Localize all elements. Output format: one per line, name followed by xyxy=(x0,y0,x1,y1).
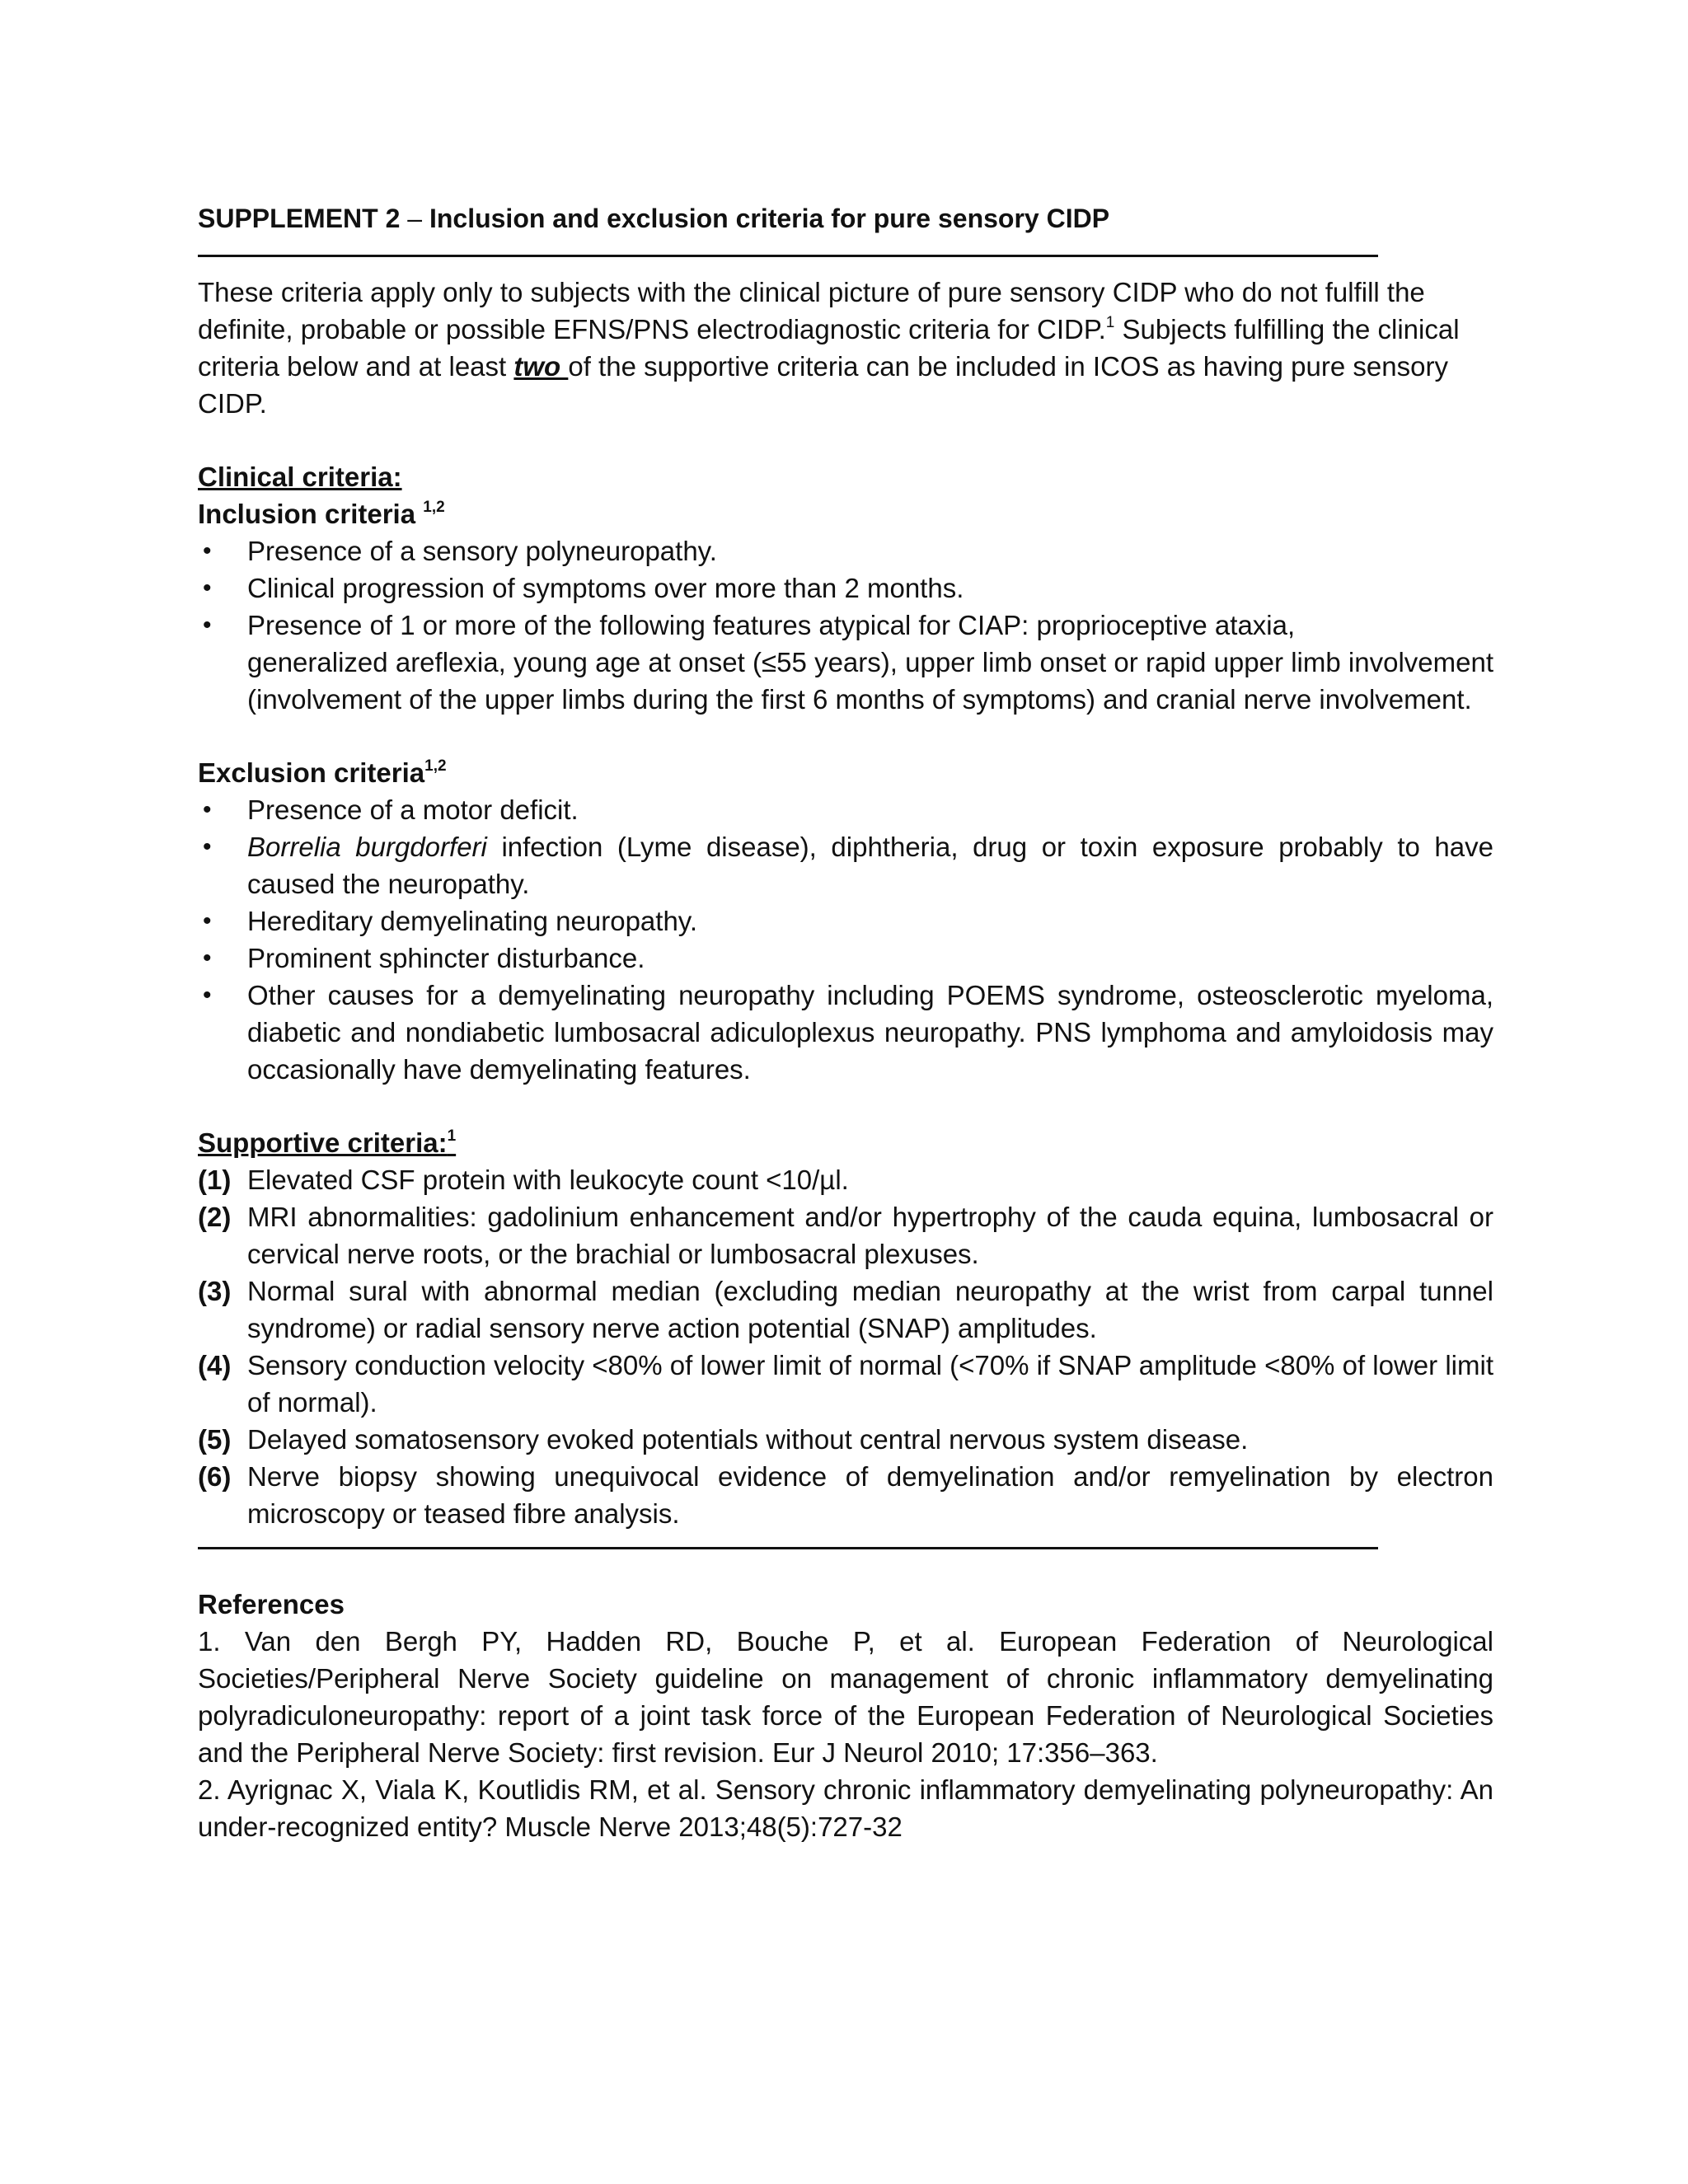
inclusion-item-1: Presence of a sensory polyneuropathy. xyxy=(247,536,717,566)
exclusion-item-1: Presence of a motor deficit. xyxy=(247,794,579,825)
inclusion-heading-text: Inclusion criteria xyxy=(198,499,424,529)
bullet-icon: • xyxy=(203,907,212,935)
references-heading: References xyxy=(198,1589,345,1619)
supportive-item-3: Normal sural with abnormal median (excluding median neuropathy at the wrist from carpal tunnel syndrome) or radial sensory nerve action potential (SNAP) amplitudes. xyxy=(247,1276,1493,1343)
list-item xyxy=(198,607,1493,718)
bullet-icon: • xyxy=(203,833,212,860)
intro-part3: of the supportive criteria can be included in ICOS as having pure sensory CIDP. xyxy=(198,351,1448,419)
clinical-criteria-heading: Clinical criteria: xyxy=(198,462,402,492)
bullet-icon: • xyxy=(203,796,212,823)
exclusion-item-2-rest: infection (Lyme disease), diphtheria, drug or toxin exposure probably to have caused the neuropathy. xyxy=(247,832,1493,899)
bullet-icon: • xyxy=(203,537,212,565)
bottom-divider xyxy=(198,1547,1378,1549)
item-number: (1) xyxy=(198,1165,232,1195)
item-number: (4) xyxy=(198,1350,232,1380)
list-item xyxy=(198,828,1493,902)
top-divider xyxy=(198,255,1378,257)
item-number: (2) xyxy=(198,1202,232,1232)
intro-emphasis: two xyxy=(513,351,569,382)
list-item xyxy=(198,1272,1493,1347)
intro-part2: Subjects fulfilling the clinical criteria below and at least xyxy=(198,314,1460,382)
list-item xyxy=(198,1458,1493,1532)
reference-1: 1. Van den Bergh PY, Hadden RD, Bouche P, et al. European Federation of Neurological Societies/Peripheral Nerve Society guideline on management of chronic inflammatory demyelinating polyradiculoneuropathy: report of a joint task force of the European Federation of Neurological Societies and the Peripheral Nerve Society: first revision. Eur J Neurol 2010; 17:356–363. xyxy=(198,1626,1493,1768)
inclusion-item-2: Clinical progression of symptoms over more than 2 months. xyxy=(247,573,964,603)
intro-paragraph xyxy=(198,274,1493,422)
list-item xyxy=(198,940,1493,977)
exclusion-item-3: Hereditary demyelinating neuropathy. xyxy=(247,906,698,936)
supportive-criteria-heading xyxy=(198,1124,1493,1161)
intro-ref-sup: 1 xyxy=(1105,314,1115,331)
list-item xyxy=(198,1161,1493,1198)
item-number: (6) xyxy=(198,1461,232,1492)
item-number: (5) xyxy=(198,1424,232,1455)
list-item xyxy=(198,1347,1493,1421)
bullet-icon: • xyxy=(203,982,212,1009)
bullet-icon: • xyxy=(203,574,212,602)
title-prefix: SUPPLEMENT 2 xyxy=(198,204,401,233)
supportive-list xyxy=(198,1161,1493,1532)
exclusion-item-2-italic: Borrelia burgdorferi xyxy=(247,832,487,862)
supportive-item-5: Delayed somatosensory evoked potentials without central nervous system disease. xyxy=(247,1424,1249,1455)
exclusion-heading-text: Exclusion criteria xyxy=(198,757,425,788)
list-item xyxy=(198,1421,1493,1458)
title-text: Inclusion and exclusion criteria for pure sensory CIDP xyxy=(429,204,1110,233)
inclusion-list xyxy=(198,532,1493,718)
list-item xyxy=(198,1198,1493,1272)
list-item xyxy=(198,569,1493,607)
exclusion-heading-sup: 1,2 xyxy=(424,757,447,775)
bullet-icon: • xyxy=(203,944,212,972)
supportive-item-2: MRI abnormalities: gadolinium enhancement and/or hypertrophy of the cauda equina, lumbosacral or cervical nerve roots, or the brachial or lumbosacral plexuses. xyxy=(247,1202,1493,1269)
supportive-item-1: Elevated CSF protein with leukocyte count <10/µl. xyxy=(247,1165,849,1195)
list-item xyxy=(198,532,1493,569)
document-page xyxy=(198,200,1493,1845)
supportive-item-4: Sensory conduction velocity <80% of lower limit of normal (<70% if SNAP amplitude <80% of lower limit of normal). xyxy=(247,1350,1493,1418)
list-item xyxy=(198,977,1493,1088)
title-dash: – xyxy=(400,204,429,233)
supportive-heading-sup: 1 xyxy=(447,1127,457,1145)
item-number: (3) xyxy=(198,1276,232,1306)
exclusion-item-5: Other causes for a demyelinating neuropathy including POEMS syndrome, osteosclerotic myeloma, diabetic and nondiabetic lumbosacral adiculoplexus neuropathy. PNS lymphoma and amyloidosis may occasionally have demyelinating features. xyxy=(247,980,1493,1085)
list-item xyxy=(198,791,1493,828)
inclusion-item-3-continuation: generalized areflexia, young age at onset (≤55 years), upper limb onset or rapid upper limb involvement (involvement of the upper limbs during the first 6 months of symptoms) and cranial nerve involvement. xyxy=(247,647,1493,715)
inclusion-item-3: Presence of 1 or more of the following features atypical for CIAP: proprioceptive ataxia, xyxy=(247,610,1296,640)
inclusion-criteria-heading xyxy=(198,495,1493,532)
exclusion-criteria-heading xyxy=(198,754,1493,791)
exclusion-list xyxy=(198,791,1493,1088)
supportive-heading-text: Supportive criteria: xyxy=(198,1127,448,1158)
document-title xyxy=(198,200,1493,237)
reference-2: 2. Ayrignac X, Viala K, Koutlidis RM, et al. Sensory chronic inflammatory demyelinating polyneuropathy: An under-recognized entity? Muscle Nerve 2013;48(5):727-32 xyxy=(198,1774,1493,1842)
supportive-item-6: Nerve biopsy showing unequivocal evidence of demyelination and/or remyelination by electron microscopy or teased fibre analysis. xyxy=(247,1461,1493,1529)
list-item xyxy=(198,902,1493,940)
inclusion-heading-sup: 1,2 xyxy=(423,499,445,516)
intro-part1: These criteria apply only to subjects with the clinical picture of pure sensory CIDP who do not fulfill the definite, probable or possible EFNS/PNS electrodiagnostic criteria for CIDP. xyxy=(198,277,1425,344)
exclusion-item-4: Prominent sphincter disturbance. xyxy=(247,943,645,973)
bullet-icon: • xyxy=(203,612,212,639)
